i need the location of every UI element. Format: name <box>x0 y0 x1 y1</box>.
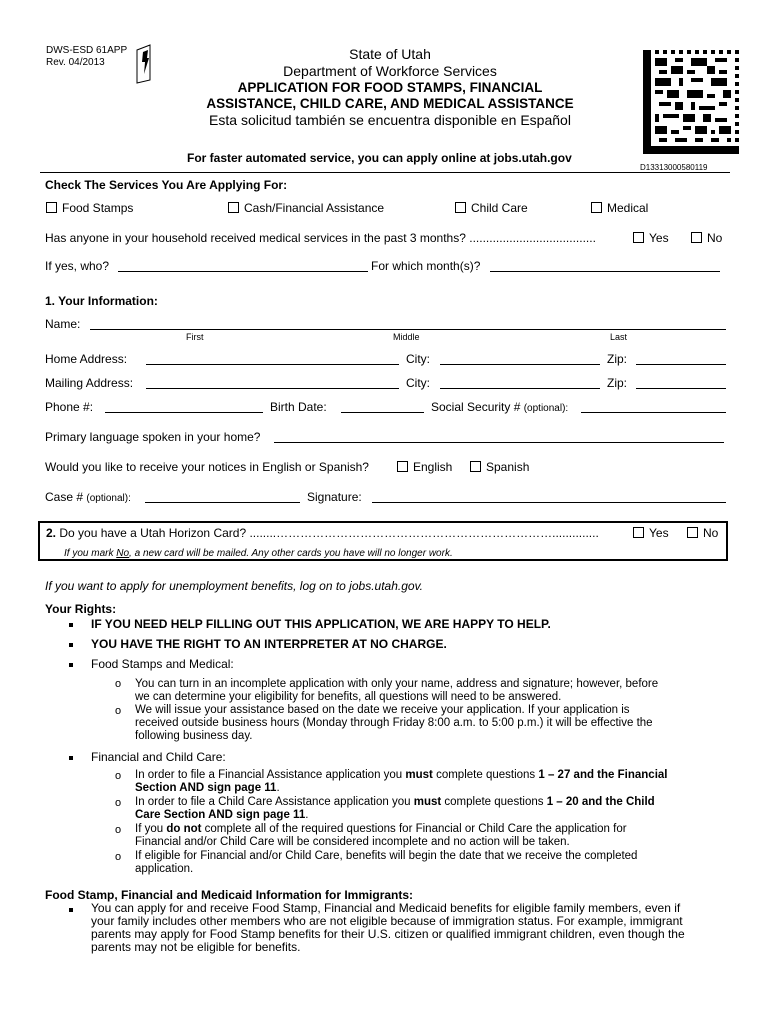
food-stamps-option[interactable] <box>46 201 133 215</box>
mailing-address-label: Mailing Address: <box>45 376 134 390</box>
circle-bullet-icon: o <box>115 851 122 863</box>
medical-option[interactable] <box>591 201 648 215</box>
medical-no-checkbox[interactable] <box>691 232 702 243</box>
fc-sub1-a: In order to file a Financial Assistance application you <box>135 769 406 781</box>
birth-date-field[interactable] <box>341 412 424 413</box>
fs-sub2-line2: received outside business hours (Monday through Friday 8:00 a.m. to 5:00 p.m.) it will be effective the <box>135 717 653 729</box>
english-option[interactable] <box>397 460 452 474</box>
rights-food-stamps-medical: Food Stamps and Medical: <box>91 657 234 671</box>
if-yes-who-field[interactable] <box>118 271 368 272</box>
rights-heading: Your Rights: <box>45 602 117 616</box>
fc-sub2-line1 <box>135 796 655 809</box>
immigrants-heading: Food Stamp, Financial and Medicaid Information for Immigrants: <box>45 888 414 902</box>
fc-sub1-b: complete questions <box>432 769 539 781</box>
case-optional: (optional): <box>86 493 131 504</box>
bullet-icon <box>69 756 73 760</box>
fs-sub2-line3: following business day. <box>135 730 253 742</box>
child-care-checkbox[interactable] <box>455 202 466 213</box>
horizon-no-option[interactable] <box>687 526 718 540</box>
name-field[interactable] <box>90 329 726 330</box>
fs-sub1-line1: You can turn in an incomplete application with only your name, address and signature; however, before <box>135 678 659 690</box>
phone-label: Phone #: <box>45 400 94 414</box>
english-checkbox[interactable] <box>397 461 408 472</box>
form-id-block <box>46 45 127 69</box>
cash-financial-checkbox[interactable] <box>228 202 239 213</box>
bullet-icon <box>69 643 73 647</box>
cash-financial-option[interactable] <box>228 201 384 215</box>
medical-services-question: Has anyone in your household received medical services in the past 3 months? ...................................... <box>45 231 596 245</box>
child-care-label: Child Care <box>471 201 528 215</box>
fc-sub2-a: In order to file a Child Care Assistance application you <box>135 796 414 808</box>
fc-sub1-line2: Section AND sign page 11. <box>135 782 280 794</box>
fc-sub2-l2: Care Section AND sign page 11 <box>135 809 306 821</box>
fc-sub2-c: 1 – 20 and the Child <box>546 796 655 808</box>
notices-question: Would you like to receive your notices in English or Spanish? <box>45 460 369 474</box>
fc-sub4-line2: application. <box>135 863 194 875</box>
primary-language-label: Primary language spoken in your home? <box>45 430 261 444</box>
home-city-label: City: <box>406 352 430 366</box>
rights-financial-child-care: Financial and Child Care: <box>91 750 226 764</box>
fc-sub1-l2: Section AND sign page 11 <box>135 782 277 794</box>
birth-date-label: Birth Date: <box>270 400 327 414</box>
mailing-address-field[interactable] <box>146 388 399 389</box>
bullet-icon <box>69 623 73 627</box>
mailing-city-field[interactable] <box>440 388 600 389</box>
rights-help: IF YOU NEED HELP FILLING OUT THIS APPLICATION, WE ARE HAPPY TO HELP. <box>91 617 551 631</box>
case-text: Case # <box>45 490 84 504</box>
which-months-field[interactable] <box>490 271 720 272</box>
circle-bullet-icon: o <box>115 824 122 836</box>
immigrants-line3: parents may apply for Food Stamp benefits for their U.S. citizen or qualified immigrant children, even though the <box>91 927 685 941</box>
revision: Rev. 04/2013 <box>46 57 105 68</box>
form-id: DWS-ESD 61APP <box>46 45 128 56</box>
fs-incomplete-application <box>135 678 658 704</box>
fc-sub3-line1 <box>135 823 627 836</box>
signature-field[interactable] <box>372 502 726 503</box>
fs-issue-date <box>135 704 653 743</box>
phone-field[interactable] <box>105 412 263 413</box>
form-title-line2: ASSISTANCE, CHILD CARE, AND MEDICAL ASSISTANCE <box>206 96 574 111</box>
fc-sub2-must: must <box>413 796 442 808</box>
horizon-yes-label: Yes <box>649 526 669 540</box>
dws-logo-icon <box>134 44 156 84</box>
fc-incomplete-warning <box>135 823 627 849</box>
department-name: Department of Workforce Services <box>283 63 497 79</box>
state-name: State of Utah <box>349 46 431 62</box>
food-stamps-label: Food Stamps <box>62 201 134 215</box>
spanish-checkbox[interactable] <box>470 461 481 472</box>
last-name-caption: Last <box>610 332 628 342</box>
horizon-question-number: 2. <box>46 526 57 540</box>
horizon-card-note <box>64 548 453 559</box>
circle-bullet-icon: o <box>115 797 122 809</box>
horizon-card-question <box>46 526 599 540</box>
horizon-no-checkbox[interactable] <box>687 527 698 538</box>
horizon-yes-checkbox[interactable] <box>633 527 644 538</box>
fc-sub1-c: 1 – 27 and the Financial <box>538 769 668 781</box>
fc-sub1-must: must <box>405 769 433 781</box>
fc-sub1-line1 <box>135 769 667 782</box>
mailing-zip-field[interactable] <box>636 388 726 389</box>
fc-benefits-begin <box>135 850 637 876</box>
spanish-label: Spanish <box>486 460 530 474</box>
if-yes-who-label: If yes, who? <box>45 259 110 273</box>
name-label: Name: <box>45 317 81 331</box>
fc-sub2-b: complete questions <box>441 796 547 808</box>
immigrants-line2: your family includes other members who are not eligible because of immigration status. For example, immigrant <box>91 914 683 928</box>
your-information-heading: 1. Your Information: <box>45 294 158 308</box>
ssn-text: Social Security # <box>431 400 521 414</box>
horizon-question-text: Do you have a Utah Horizon Card? ........…………………………………………………………….............. <box>59 526 599 540</box>
form-title-line1: APPLICATION FOR FOOD STAMPS, FINANCIAL <box>237 80 543 95</box>
barcode-icon <box>643 50 739 154</box>
header-titles <box>170 46 610 129</box>
fc-sub3-b: complete all of the required questions for Financial or Child Care the application for <box>201 823 627 835</box>
immigrants-line4: parents may not be eligible for benefits. <box>91 940 301 954</box>
ssn-optional: (optional): <box>523 403 569 414</box>
signature-label: Signature: <box>307 490 362 504</box>
primary-language-field[interactable] <box>274 442 724 443</box>
mailing-zip-label: Zip: <box>607 376 628 390</box>
which-months-label: For which month(s)? <box>371 259 481 273</box>
circle-bullet-icon: o <box>115 678 122 690</box>
rights-interpreter: YOU HAVE THE RIGHT TO AN INTERPRETER AT NO CHARGE. <box>91 637 447 651</box>
ssn-field[interactable] <box>581 412 726 413</box>
horizon-note-no: No <box>116 548 130 559</box>
spanish-option[interactable] <box>470 460 529 474</box>
horizon-no-label: No <box>703 526 719 540</box>
medical-yes-option[interactable] <box>633 231 669 245</box>
bullet-icon <box>69 908 73 912</box>
online-note: For faster automated service, you can apply online at jobs.utah.gov <box>187 151 572 165</box>
mailing-city-label: City: <box>406 376 430 390</box>
first-name-caption: First <box>186 332 204 342</box>
header-divider <box>40 172 730 173</box>
fc-sub3-donot: do not <box>166 823 202 835</box>
home-city-field[interactable] <box>440 364 600 365</box>
horizon-note-a: If you mark <box>64 548 117 559</box>
medical-no-option[interactable] <box>691 231 722 245</box>
food-stamps-checkbox[interactable] <box>46 202 57 213</box>
horizon-yes-option[interactable] <box>633 526 669 540</box>
immigrants-text <box>91 902 685 954</box>
unemployment-note: If you want to apply for unemployment benefits, log on to jobs.utah.gov. <box>45 579 424 593</box>
home-address-field[interactable] <box>146 364 399 365</box>
fc-sub3-a: If you <box>135 823 167 835</box>
home-zip-field[interactable] <box>636 364 726 365</box>
fc-sub2-line2: Care Section AND sign page 11. <box>135 809 309 821</box>
barcode-number: D13313000580119 <box>640 163 708 172</box>
case-number-field[interactable] <box>145 502 300 503</box>
fc-sub3-line2: Financial and/or Child Care will be considered incomplete and no action will be taken. <box>135 836 570 848</box>
medical-no-label: No <box>707 231 723 245</box>
fc-child-care-requirements <box>135 796 655 822</box>
ssn-label <box>431 400 568 414</box>
english-label: English <box>413 460 453 474</box>
bullet-icon <box>69 663 73 667</box>
child-care-option[interactable] <box>455 201 528 215</box>
case-number-label <box>45 490 131 504</box>
spanish-note: Esta solicitud también se encuentra disponible en Español <box>209 112 571 128</box>
home-zip-label: Zip: <box>607 352 628 366</box>
medical-yes-checkbox[interactable] <box>633 232 644 243</box>
medical-label: Medical <box>607 201 649 215</box>
fc-sub4-line1: If eligible for Financial and/or Child Care, benefits will begin the date that we receive the completed <box>135 850 638 862</box>
middle-name-caption: Middle <box>393 332 420 342</box>
home-address-label: Home Address: <box>45 352 128 366</box>
circle-bullet-icon: o <box>115 705 122 717</box>
circle-bullet-icon: o <box>115 770 122 782</box>
horizon-note-b: , a new card will be mailed. Any other cards you have will no longer work. <box>129 548 453 559</box>
immigrants-line1: You can apply for and receive Food Stamp, Financial and Medicaid benefits for eligible family members, even if <box>91 901 681 915</box>
fs-sub1-line2: we can determine your eligibility for benefits, all questions will need to be answered. <box>135 691 562 703</box>
cash-financial-label: Cash/Financial Assistance <box>244 201 385 215</box>
medical-checkbox[interactable] <box>591 202 602 213</box>
fc-financial-requirements <box>135 769 667 795</box>
services-heading: Check The Services You Are Applying For: <box>45 178 288 192</box>
fs-sub2-line1: We will issue your assistance based on the date we receive your application. If your application is <box>135 704 630 716</box>
medical-yes-label: Yes <box>649 231 669 245</box>
